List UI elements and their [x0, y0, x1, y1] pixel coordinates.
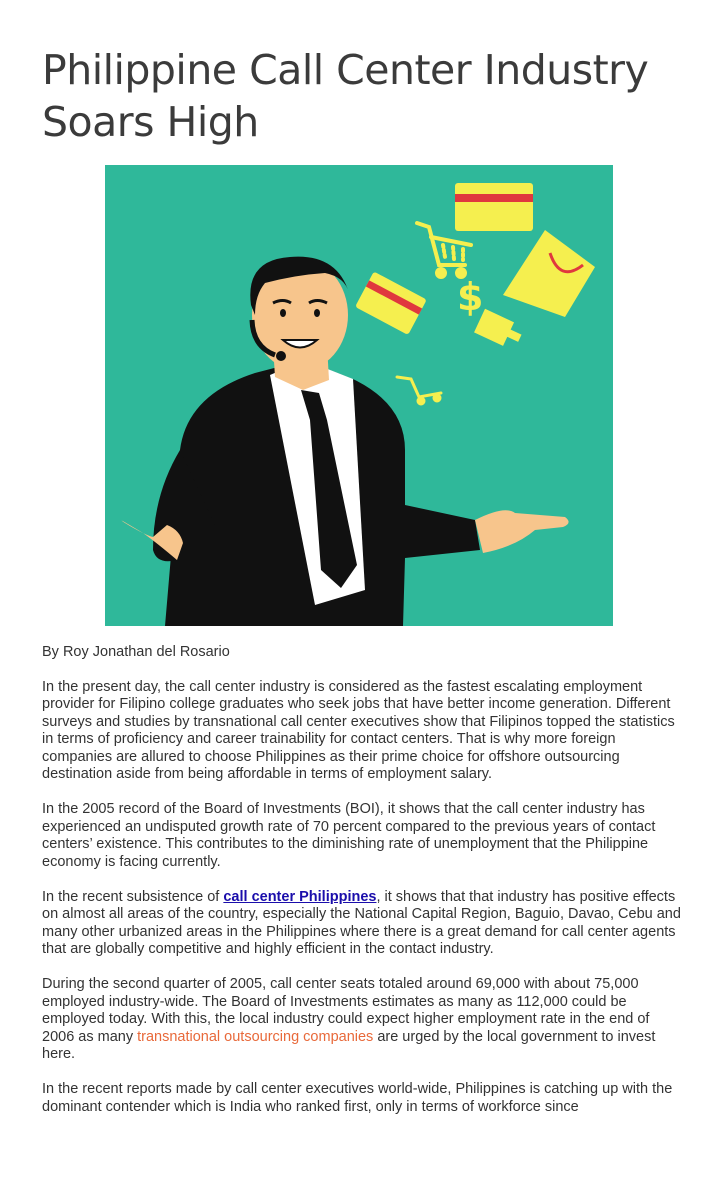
dollar-icon [457, 275, 483, 319]
call-center-agent-illustration [105, 165, 613, 626]
paragraph-3-text-end: , it shows that that industry has positive effects on almost all areas of the country, especially the National Capital Region, Baguio, Davao, Cebu and many other urbanized areas in the Philippines where there is a great demand for call center agents that are globally competitive and highly efficient in the contact industry. [42, 888, 681, 957]
article-body [42, 644, 682, 1134]
call-center-philippines-link[interactable]: call center Philippines [223, 888, 377, 905]
paragraph-3 [42, 889, 682, 959]
article-title: Philippine Call Center Industry Soars High [42, 46, 649, 146]
byline: By Roy Jonathan del Rosario [42, 644, 230, 660]
paragraph-4-text-start: During the second quarter of 2005, call center seats totaled around 69,000 with about 75,000 employed industry-wide. The Board of Investments estimates as many as 112,000 could be employed today. With this, the local industry could expect higher employment rate in the end of 2006 as many [42, 976, 650, 1045]
svg-text:$: $ [457, 275, 484, 319]
paragraph-3-text-start: In the recent subsistence of [42, 888, 224, 905]
credit-card-icon [455, 183, 533, 231]
paragraph-4-text-end: are urged by the local government to invest here. [42, 1028, 656, 1062]
outsourcing-companies-link[interactable]: transnational outsourcing companies [137, 1028, 374, 1045]
paragraph-5: In the recent reports made by call center executives world-wide, Philippines is catching up with the dominant contender which is India who ranked first, only in terms of workforce since [42, 1081, 673, 1115]
hero-image [105, 165, 613, 626]
paragraph-2: In the 2005 record of the Board of Investments (BOI), it shows that the call center industry has experienced an undisputed growth rate of 70 percent compared to the previous years of contact centers’ existence. This contributes to the diminishing rate of unemployment that the Philippine economy is facing currently. [42, 801, 656, 870]
paragraph-1: In the present day, the call center industry is considered as the fastest escalating employment provider for Filipino college graduates who seek jobs that have better income generation. Different surveys and studies by transnational call center executives show that Filipinos topped the statistics in terms of proficiency and career trainability for contact centers. That is why more foreign companies are allured to choose Philippines as their prime choice for offshore outsourcing destination aside from being affordable in terms of employment salary. [42, 678, 675, 782]
paragraph-4 [42, 976, 682, 1064]
